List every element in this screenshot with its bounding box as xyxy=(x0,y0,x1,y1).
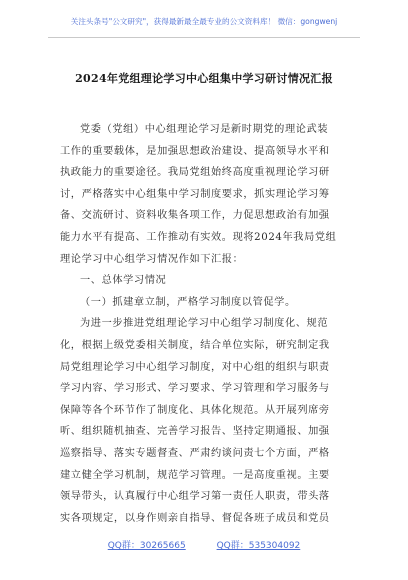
paragraph-line: 为进一步推进党组理论学习中心组学习制度化、规范 xyxy=(80,318,329,330)
paragraph-line: 工作的重要载体，是加强思想政治建设、提高领导水平和 xyxy=(60,145,330,157)
paragraph-line: 建立健全学习机制，规范学习管理。一是高度重视。主要 xyxy=(60,469,330,481)
paragraph-line: 保障等各个环节作了制度化、具体化规范。从开展列席旁 xyxy=(60,404,330,416)
paragraph-line: 巡察指导、落实专题督查、严肃约谈问责七个方面，严格 xyxy=(60,447,330,459)
paragraph-line: 实各项规定，以身作则亲自指导、督促各班子成员和党员 xyxy=(60,512,330,524)
paragraph-line: 讨，严格落实中心组集中学习制度要求，抓实理论学习筹 xyxy=(60,188,330,200)
paragraph-line: 学习内容、学习形式、学习要求、学习管理和学习服务与 xyxy=(60,383,330,395)
footer-qq-group-1: QQ群：30265665 xyxy=(107,541,186,551)
footer-qq-group-2: QQ群：535304092 xyxy=(216,541,301,551)
header-watermark: 关注头条号"公文研究"，获得最新最全最专业的公文资料库！ 微信：gongwenj xyxy=(70,17,338,26)
paragraph-line: 听、组织随机抽查、完善学习报告、坚持定期通报、加强 xyxy=(60,426,330,438)
paragraph-line: 备、交流研讨、资料收集各项工作，力促思想政治有加强 xyxy=(60,210,330,222)
paragraph-line: 领导带头，认真履行中心组学习第一责任人职责，带头落 xyxy=(60,491,330,503)
paragraph-line: 党委（党组）中心组理论学习是新时期党的理论武装 xyxy=(80,124,329,135)
footer-contact xyxy=(0,538,408,551)
document-title: 2024年党组理论学习中心组集中学习研讨情况汇报 xyxy=(75,72,333,85)
subsection-heading: （一）抓建章立制，严格学习制度以管促学。 xyxy=(80,296,296,308)
section-heading: 一、总体学习情况 xyxy=(80,275,167,287)
paragraph-line: 化，根据上级党委相关制度，结合单位实际，研究制定我 xyxy=(60,339,330,351)
paragraph-line: 局党组理论学习中心组学习制度，对中心组的组织与职责 xyxy=(60,361,330,373)
paragraph-line: 能力水平有提高、工作推动有实效。现将2024年我局党组 xyxy=(60,231,337,243)
paragraph-line: 理论学习中心组学习情况作如下汇报： xyxy=(60,253,244,265)
document-body xyxy=(60,119,350,529)
header-divider xyxy=(48,37,360,38)
paragraph-line: 执政能力的重要途径。我局党组始终高度重视理论学习研 xyxy=(60,167,330,179)
